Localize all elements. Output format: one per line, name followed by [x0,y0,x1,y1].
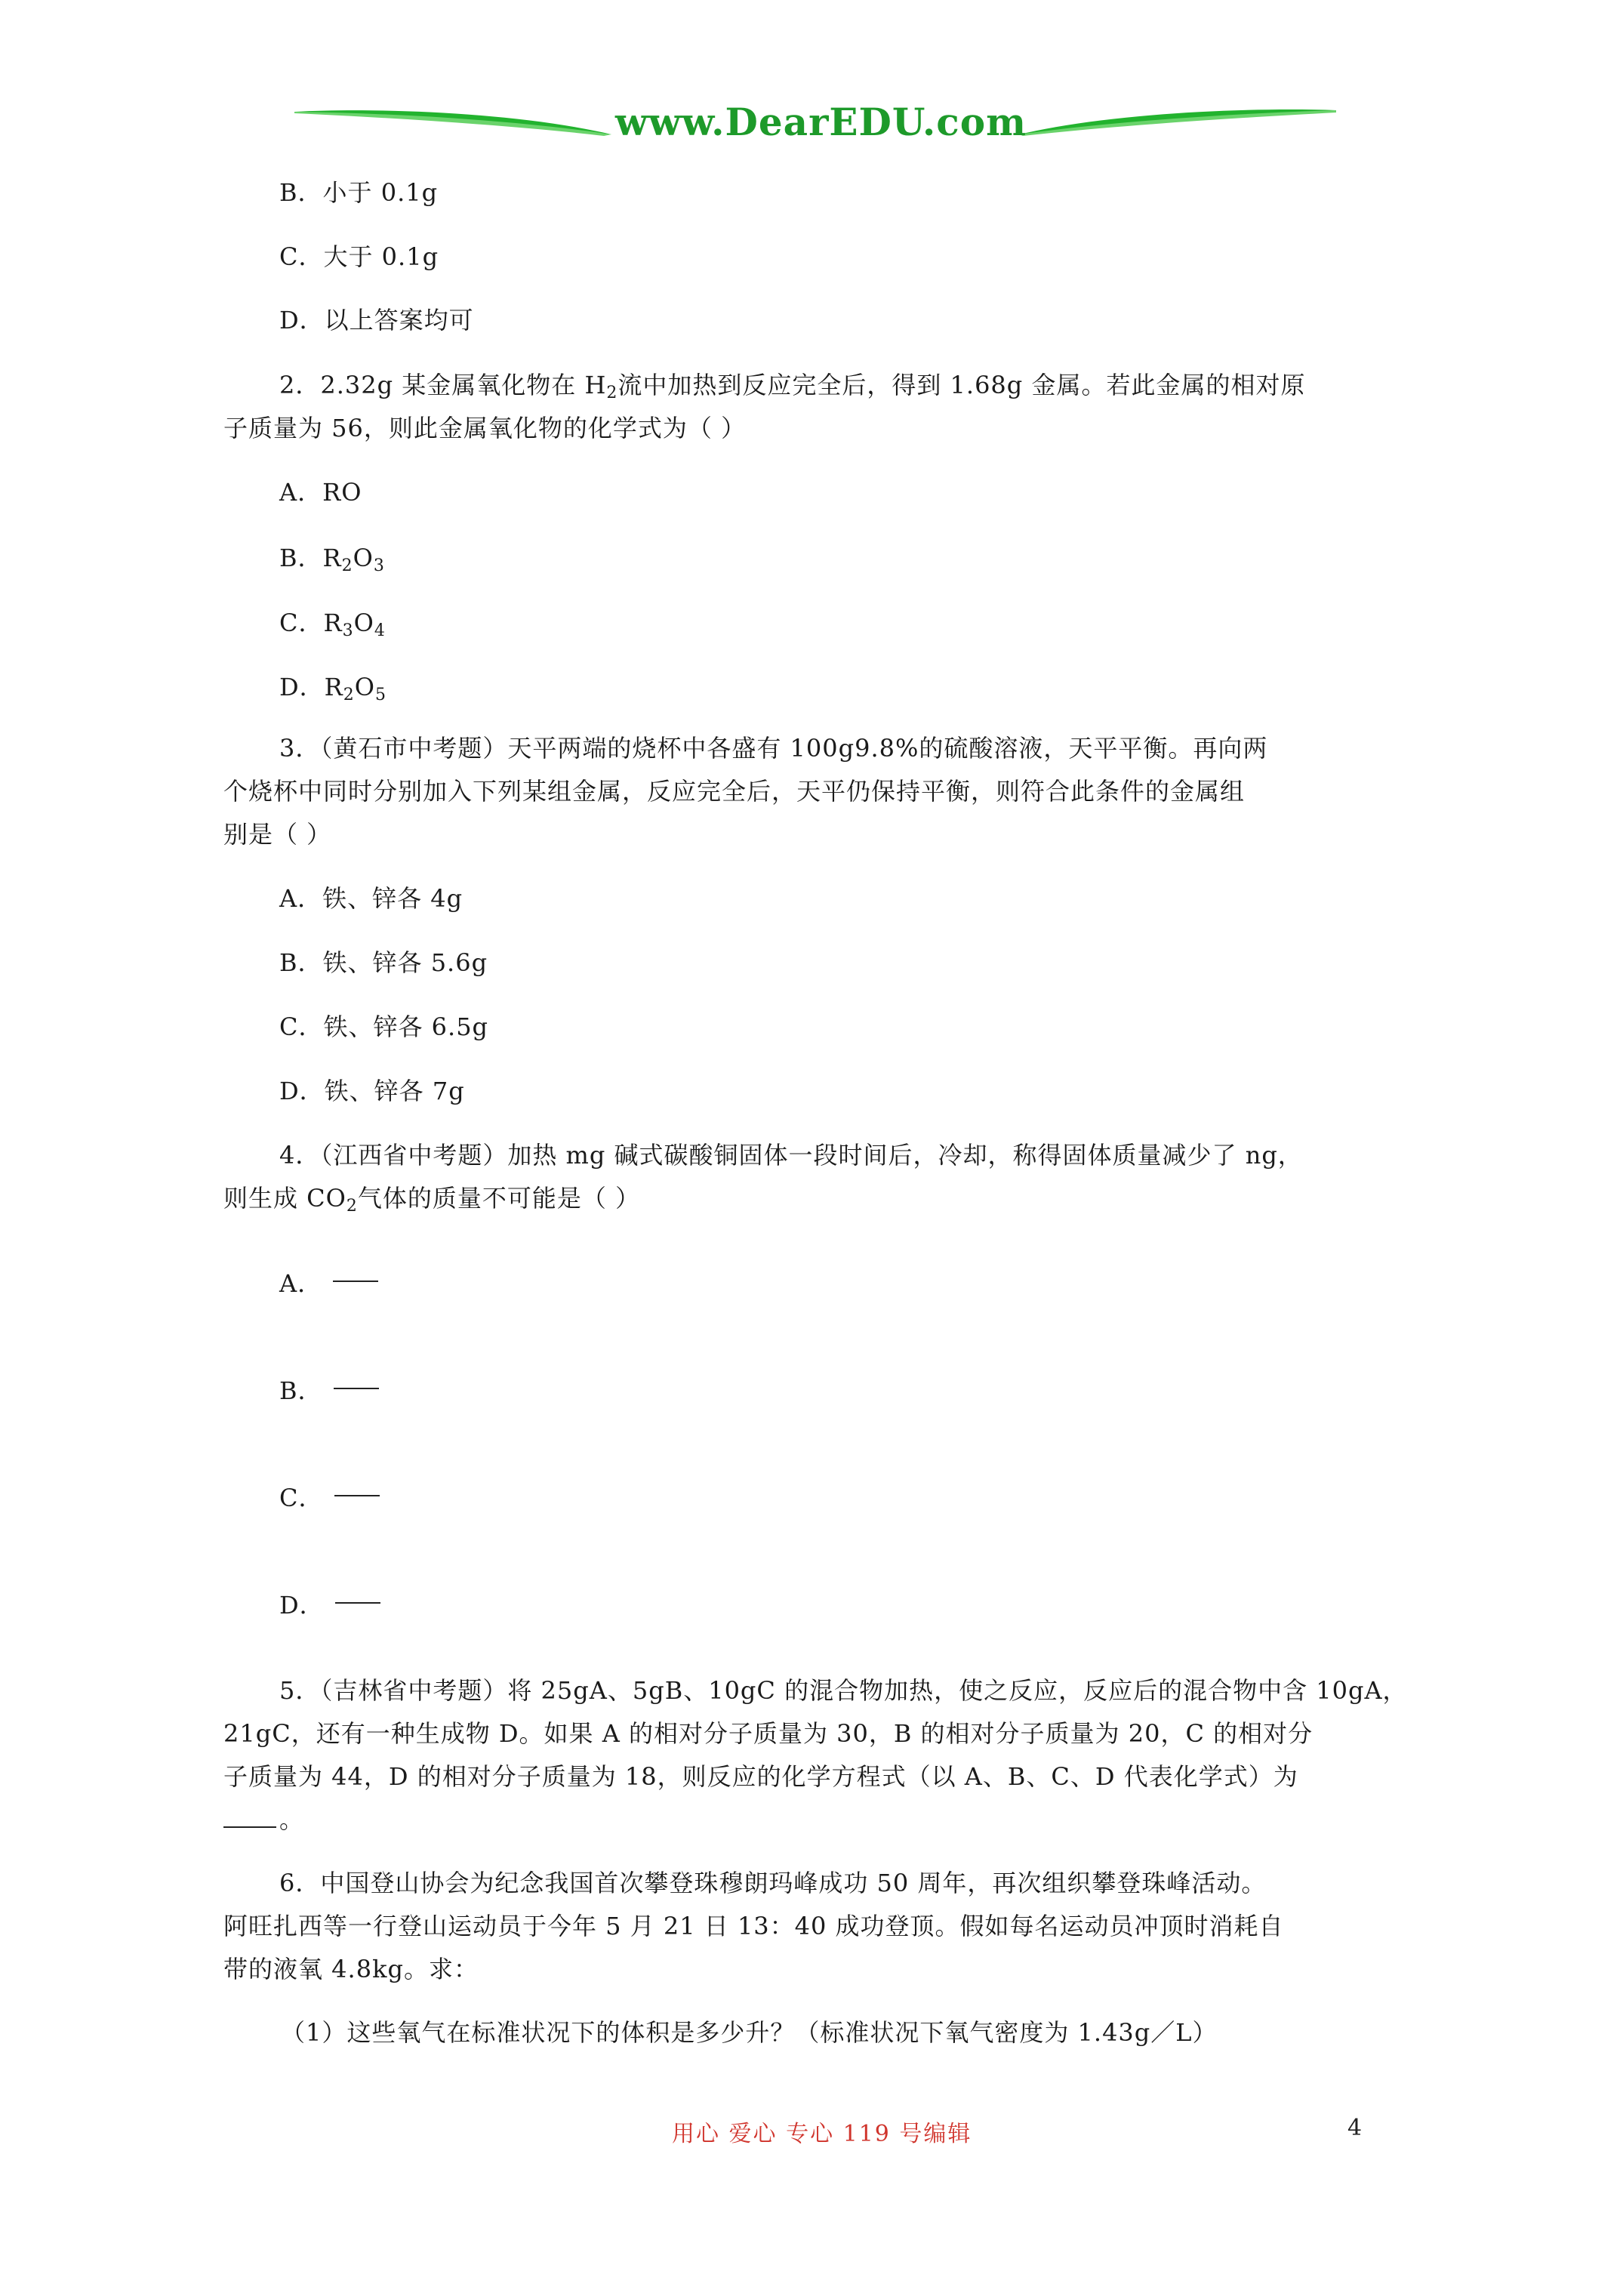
fraction-bar [334,1388,379,1389]
q3-stem-line2: 个烧杯中同时分别加入下列某组金属，反应完全后，天平仍保持平衡，则符合此条件的金属组 [223,777,1246,806]
q2-stem-line1: 2．2.32g 某金属氧化物在 $H_2$流中加热到反应完全后，得到 1.68g 金属。若此金属的相对原 [279,371,1306,402]
q5-stem-line4: 。 [223,1804,304,1835]
q5-stem-line1: 5．（吉林省中考题）将 25gA、5gB、10gC 的混合物加热，使之反应，反应后的混合物中含 10gA， [279,1676,1408,1705]
fraction-bar [334,1495,380,1496]
q6-stem-line3: 带的液氧 4.8kg。求： [223,1955,479,1983]
q4-option-a: A． [279,1268,378,1299]
q4-option-d: D． [279,1590,380,1620]
q4-option-b: B． [279,1376,379,1406]
q2-option-d: D．$R_2O_5$ [279,673,387,704]
q3-option-d: D．铁、锌各 7g [279,1077,465,1105]
q3-option-b: B．铁、锌各 5.6g [279,948,488,977]
q1-option-b: B．小于 0.1g [279,178,439,207]
q4-option-c: C． [279,1483,380,1513]
q2-option-b: B．$R_2O_3$ [279,544,385,575]
q4-stem-line2: 则生成 $CO_2$气体的质量不可能是（ ） [223,1184,641,1216]
q3-option-a: A．铁、锌各 4g [279,884,463,913]
q4-stem-line1: 4．（江西省中考题）加热 mg 碱式碳酸铜固体一段时间后，冷却，称得固体质量减少了 ng， [279,1141,1303,1170]
q6-subquestion-1: （1）这些氧气在标准状况下的体积是多少升？（标准状况下氧气密度为 1.43g／L） [281,2018,1218,2047]
q2-stem-line2: 子质量为 56，则此金属氧化物的化学式为（ ） [223,414,747,442]
q2-option-a: A．RO [279,478,362,507]
q6-stem-line2: 阿旺扎西等一行登山运动员于今年 5 月 21 日 13：40 成功登顶。假如每名运动员冲顶时消耗自 [223,1912,1284,1940]
footer-text: 用心 爱心 专心 119 号编辑 [672,2121,972,2147]
answer-blank [223,1826,276,1828]
page-number: 4 [1347,2115,1363,2141]
fraction-bar [335,1602,380,1604]
q5-stem-line2: 21gC，还有一种生成物 D。如果 A 的相对分子质量为 30，B 的相对分子质量为 20，C 的相对分 [223,1719,1313,1748]
q1-option-d: D．以上答案均可 [279,306,474,334]
fraction-bar [333,1281,378,1282]
q1-option-c: C．大于 0.1g [279,242,439,271]
q5-stem-line3: 子质量为 44，D 的相对分子质量为 18，则反应的化学方程式（以 A、B、C、D 代表化学式）为 [223,1762,1298,1791]
q2-option-c: C．$R_3O_4$ [279,609,386,640]
header-site-name: www.DearEDU.com [615,100,1027,144]
q3-option-c: C．铁、锌各 6.5g [279,1012,489,1041]
q3-stem-line1: 3．（黄石市中考题）天平两端的烧杯中各盛有 100g9.8%的硫酸溶液，天平平衡。再向两 [279,734,1268,763]
q6-stem-line1: 6．中国登山协会为纪念我国首次攀登珠穆朗玛峰成功 50 周年，再次组织攀登珠峰活动。 [279,1869,1267,1897]
q3-stem-line3: 别是（ ） [223,820,332,849]
